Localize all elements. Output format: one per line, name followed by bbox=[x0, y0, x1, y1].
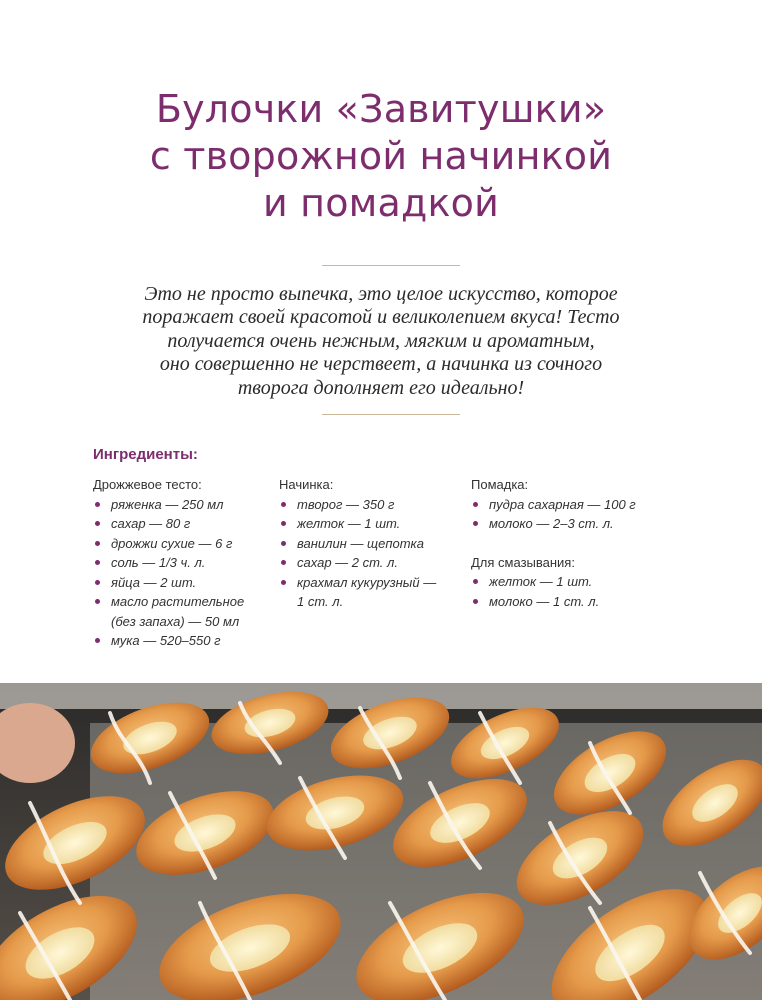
ingredient-item: молоко — 1 ст. л. bbox=[471, 592, 681, 612]
ingredient-item bbox=[93, 592, 273, 631]
divider-top bbox=[322, 265, 460, 266]
ingredient-item-line: 1 ст. л. bbox=[297, 594, 344, 609]
ingredient-item: яйца — 2 шт. bbox=[93, 573, 273, 593]
ingredient-item: творог — 350 г bbox=[279, 495, 464, 515]
brush-label: Для смазывания: bbox=[471, 554, 575, 570]
pastry-photo bbox=[0, 683, 762, 1000]
title-line: с творожной начинкой bbox=[149, 134, 613, 178]
intro-line: Это не просто выпечка, это целое искусство, которое bbox=[144, 283, 618, 305]
filling-label: Начинка: bbox=[279, 477, 334, 492]
ingredient-item: мука — 520–550 г bbox=[93, 631, 273, 651]
dough-label: Дрожжевое тесто: bbox=[93, 477, 202, 492]
glaze-label: Помадка: bbox=[471, 477, 529, 492]
title-line: и помадкой bbox=[263, 181, 499, 225]
filling-list bbox=[279, 495, 464, 612]
intro-line: получается очень нежным, мягким и ароматным, bbox=[167, 329, 595, 352]
intro-line: оно совершенно не черствеет, а начинка из сочного bbox=[159, 353, 603, 376]
ingredient-item: пудра сахарная — 100 г bbox=[471, 495, 681, 515]
pastry-illustration bbox=[0, 683, 762, 1000]
ingredient-item: ряженка — 250 мл bbox=[93, 495, 273, 515]
ingredients-heading: Ингредиенты: bbox=[93, 446, 198, 463]
ingredient-item-line: масло растительное bbox=[111, 594, 245, 609]
title-line: Булочки «Завитушки» bbox=[155, 87, 607, 131]
ingredient-item-line: крахмал кукурузный — bbox=[297, 574, 437, 590]
dough-list bbox=[93, 495, 273, 651]
ingredient-item: ванилин — щепотка bbox=[279, 534, 464, 554]
intro-line: поражает своей красотой и великолепием вкуса! Тесто bbox=[142, 306, 620, 329]
ingredient-item: желток — 1 шт. bbox=[279, 514, 464, 534]
ingredient-item: молоко — 2–3 ст. л. bbox=[471, 514, 681, 534]
ingredient-item bbox=[279, 573, 464, 612]
glaze-column bbox=[471, 475, 681, 611]
intro-line: творога дополняет его идеально! bbox=[237, 376, 525, 399]
divider-bottom bbox=[322, 414, 460, 415]
recipe-title bbox=[0, 86, 762, 227]
glaze-list bbox=[471, 495, 681, 534]
spacer bbox=[471, 534, 681, 553]
ingredient-item: сахар — 80 г bbox=[93, 514, 273, 534]
ingredient-item-line: (без запаха) — 50 мл bbox=[111, 613, 240, 629]
ingredient-item: дрожжи сухие — 6 г bbox=[93, 534, 273, 554]
ingredient-item: желток — 1 шт. bbox=[471, 572, 681, 592]
recipe-intro bbox=[90, 283, 672, 400]
dough-column bbox=[93, 475, 273, 651]
filling-column bbox=[279, 475, 464, 612]
brush-list bbox=[471, 572, 681, 611]
ingredient-item: соль — 1/3 ч. л. bbox=[93, 553, 273, 573]
ingredient-item: сахар — 2 ст. л. bbox=[279, 553, 464, 573]
